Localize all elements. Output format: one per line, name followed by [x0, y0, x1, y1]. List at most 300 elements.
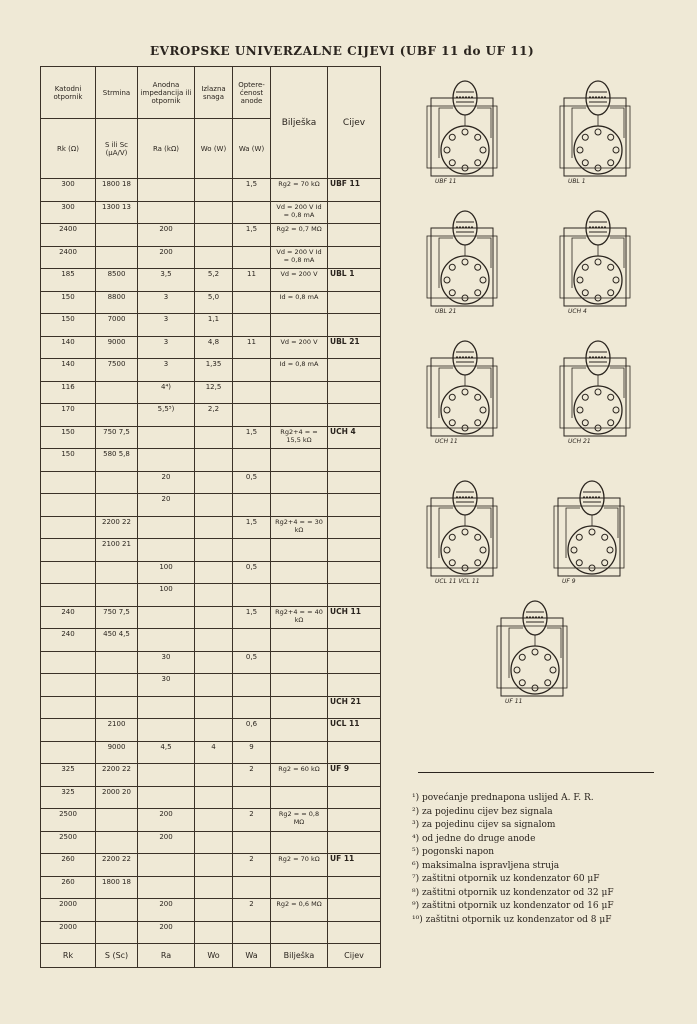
- value-cell: 185: [41, 269, 96, 292]
- value-cell: [138, 201, 195, 224]
- value-cell: 300: [41, 201, 96, 224]
- table-row: [41, 449, 381, 472]
- tube-diagram: [425, 338, 515, 438]
- footnote-item: ⁴) od jedne do druge anode: [412, 833, 536, 844]
- value-cell: [41, 674, 96, 697]
- value-cell: 750 7,5: [96, 426, 138, 449]
- value-cell: [96, 224, 138, 247]
- tube-diagram: [425, 78, 515, 178]
- value-cell: 0,5: [233, 651, 271, 674]
- table-row: [41, 539, 381, 562]
- note-cell: [271, 471, 328, 494]
- value-cell: [195, 899, 233, 922]
- value-cell: 2: [233, 899, 271, 922]
- value-cell: 12,5: [195, 381, 233, 404]
- tube-name-cell: [328, 629, 381, 652]
- value-cell: [233, 404, 271, 427]
- table-row: [41, 584, 381, 607]
- value-cell: [195, 786, 233, 809]
- value-cell: 200: [138, 809, 195, 832]
- table-row: [41, 291, 381, 314]
- note-cell: [271, 674, 328, 697]
- tube-name-cell: [328, 201, 381, 224]
- value-cell: 200: [138, 246, 195, 269]
- value-cell: 2500: [41, 831, 96, 854]
- note-cell: [271, 584, 328, 607]
- diagram-label: UF 9: [562, 578, 576, 585]
- tube-pinout-icon: [558, 78, 648, 178]
- value-cell: [195, 764, 233, 787]
- note-cell: Rg2 = 60 kΩ: [271, 764, 328, 787]
- value-cell: [41, 719, 96, 742]
- tube-diagram: [552, 478, 642, 578]
- value-cell: 2100 21: [96, 539, 138, 562]
- value-cell: 140: [41, 336, 96, 359]
- value-cell: 2200 22: [96, 764, 138, 787]
- value-cell: 200: [138, 831, 195, 854]
- value-cell: [233, 696, 271, 719]
- value-cell: [233, 629, 271, 652]
- table-row: [41, 516, 381, 539]
- value-cell: [41, 471, 96, 494]
- value-cell: [96, 831, 138, 854]
- value-cell: [96, 696, 138, 719]
- note-cell: [271, 876, 328, 899]
- value-cell: [195, 854, 233, 877]
- note-cell: [271, 831, 328, 854]
- note-cell: Rg2 = = 0,8 MΩ: [271, 809, 328, 832]
- footnote-item: ¹⁰) zaštitni otpornik uz kondenzator od 8 μF: [412, 914, 612, 925]
- value-cell: 450 4,5: [96, 629, 138, 652]
- value-cell: [138, 764, 195, 787]
- tube-table: [40, 66, 381, 968]
- table-row: [41, 561, 381, 584]
- value-cell: [195, 696, 233, 719]
- value-cell: 20: [138, 471, 195, 494]
- tube-name-cell: [328, 539, 381, 562]
- value-cell: 2400: [41, 224, 96, 247]
- note-cell: Rg2+4 = = 30 kΩ: [271, 516, 328, 539]
- tube-name-cell: UBF 11: [328, 179, 381, 202]
- tube-pinout-icon: [495, 598, 585, 698]
- table-row: [41, 224, 381, 247]
- note-cell: [271, 696, 328, 719]
- value-cell: [96, 404, 138, 427]
- note-cell: [271, 539, 328, 562]
- table-row: [41, 381, 381, 404]
- value-cell: 170: [41, 404, 96, 427]
- value-cell: [195, 224, 233, 247]
- tube-name-cell: [328, 876, 381, 899]
- value-cell: 1,5: [233, 179, 271, 202]
- value-cell: [96, 651, 138, 674]
- value-cell: 11: [233, 269, 271, 292]
- value-cell: [233, 246, 271, 269]
- footnote-item: ²) za pojedinu cijev bez signala: [412, 806, 553, 817]
- value-cell: [138, 629, 195, 652]
- footnote-item: ⁶) maksimalna ispravljena struja: [412, 860, 560, 871]
- value-cell: 750 7,5: [96, 606, 138, 629]
- value-cell: 240: [41, 629, 96, 652]
- note-cell: [271, 741, 328, 764]
- value-cell: 1,5: [233, 606, 271, 629]
- value-cell: [233, 831, 271, 854]
- value-cell: [233, 449, 271, 472]
- tube-name-cell: [328, 314, 381, 337]
- diagram-label: UCL 11 VCL 11: [435, 578, 480, 585]
- tube-name-cell: [328, 786, 381, 809]
- subheader-cell: Ra (kΩ): [138, 119, 195, 179]
- value-cell: 4⁴): [138, 381, 195, 404]
- value-cell: 0,5: [233, 561, 271, 584]
- tube-name-cell: [328, 224, 381, 247]
- value-cell: 1300 13: [96, 201, 138, 224]
- table-row: [41, 764, 381, 787]
- footnote-item: ⁸) zaštitni otpornik uz kondenzator od 32 μF: [412, 887, 614, 898]
- tube-name-cell: [328, 494, 381, 517]
- value-cell: [96, 674, 138, 697]
- value-cell: 150: [41, 449, 96, 472]
- value-cell: 9000: [96, 336, 138, 359]
- value-cell: 100: [138, 584, 195, 607]
- diagram-label: UBF 11: [435, 178, 457, 185]
- diagram-label: UCH 11: [435, 438, 458, 445]
- note-cell: [271, 651, 328, 674]
- value-cell: 3: [138, 291, 195, 314]
- header-cell: Strmina: [96, 67, 138, 119]
- value-cell: [195, 494, 233, 517]
- value-cell: 140: [41, 359, 96, 382]
- header-cell: Optere-ćenost anode: [233, 67, 271, 119]
- table-row: [41, 179, 381, 202]
- value-cell: [96, 471, 138, 494]
- value-cell: [233, 876, 271, 899]
- diagram-label: UBL 1: [568, 178, 586, 185]
- value-cell: 260: [41, 854, 96, 877]
- tube-diagram: [495, 598, 585, 698]
- value-cell: 2: [233, 854, 271, 877]
- value-cell: 200: [138, 224, 195, 247]
- tube-name-cell: UCL 11: [328, 719, 381, 742]
- table-row: [41, 359, 381, 382]
- note-cell: [271, 629, 328, 652]
- note-cell: [271, 561, 328, 584]
- tube-name-cell: [328, 561, 381, 584]
- value-cell: [195, 651, 233, 674]
- value-cell: [233, 584, 271, 607]
- table-row: [41, 471, 381, 494]
- value-cell: [96, 246, 138, 269]
- value-cell: 100: [138, 561, 195, 584]
- value-cell: [233, 921, 271, 944]
- note-cell: Rg2 = 70 kΩ: [271, 179, 328, 202]
- value-cell: [195, 876, 233, 899]
- subheader-cell: S ili Sc (μA/V): [96, 119, 138, 179]
- value-cell: [195, 179, 233, 202]
- value-cell: 1,1: [195, 314, 233, 337]
- note-cell: [271, 786, 328, 809]
- value-cell: 4,8: [195, 336, 233, 359]
- footer-cell: Cijev: [328, 944, 381, 968]
- value-cell: 3: [138, 336, 195, 359]
- value-cell: 3,5: [138, 269, 195, 292]
- footnote-item: ³) za pojedinu cijev sa signalom: [412, 820, 556, 830]
- value-cell: 5,0: [195, 291, 233, 314]
- value-cell: 1,5: [233, 516, 271, 539]
- subheader-cell: Wo (W): [195, 119, 233, 179]
- subheader-cell: Wa (W): [233, 119, 271, 179]
- value-cell: 150: [41, 314, 96, 337]
- tube-pinout-icon: [558, 208, 648, 308]
- value-cell: [233, 786, 271, 809]
- value-cell: 7000: [96, 314, 138, 337]
- value-cell: [195, 719, 233, 742]
- value-cell: 2200 22: [96, 854, 138, 877]
- value-cell: [233, 539, 271, 562]
- tube-pinout-icon: [425, 78, 515, 178]
- value-cell: [195, 629, 233, 652]
- value-cell: 0,5: [233, 471, 271, 494]
- note-cell: [271, 921, 328, 944]
- table-row: [41, 651, 381, 674]
- note-cell: Rg2 = 0,6 MΩ: [271, 899, 328, 922]
- value-cell: 20: [138, 494, 195, 517]
- diagram-label: UCH 4: [568, 308, 587, 315]
- value-cell: [96, 809, 138, 832]
- note-cell: Rg2 = 0,7 MΩ: [271, 224, 328, 247]
- tube-name-cell: [328, 809, 381, 832]
- header-cell: Katodni otpornik: [41, 67, 96, 119]
- value-cell: 300: [41, 179, 96, 202]
- value-cell: 2100: [96, 719, 138, 742]
- value-cell: [96, 381, 138, 404]
- note-cell: Rg2 = 70 kΩ: [271, 854, 328, 877]
- value-cell: [96, 921, 138, 944]
- table-row: [41, 426, 381, 449]
- table-row: [41, 404, 381, 427]
- tube-name-cell: UCH 11: [328, 606, 381, 629]
- value-cell: 4,5: [138, 741, 195, 764]
- value-cell: 4: [195, 741, 233, 764]
- tube-name-cell: [328, 674, 381, 697]
- value-cell: 9000: [96, 741, 138, 764]
- value-cell: [96, 584, 138, 607]
- note-cell: Id = 0,8 mA: [271, 291, 328, 314]
- value-cell: [138, 719, 195, 742]
- tube-name-cell: [328, 471, 381, 494]
- value-cell: [41, 561, 96, 584]
- tube-name-cell: UBL 1: [328, 269, 381, 292]
- tube-name-cell: [328, 584, 381, 607]
- value-cell: 150: [41, 291, 96, 314]
- table-row: [41, 269, 381, 292]
- footnote-item: ⁹) zaštitni otpornik uz kondenzator od 16 μF: [412, 901, 614, 911]
- tube-diagram: [558, 208, 648, 308]
- tube-name-cell: [328, 516, 381, 539]
- note-cell: [271, 719, 328, 742]
- value-cell: [138, 426, 195, 449]
- value-cell: [195, 831, 233, 854]
- tube-diagram: [425, 478, 515, 578]
- table-row: [41, 831, 381, 854]
- header-cell: Izlazna snaga: [195, 67, 233, 119]
- value-cell: [41, 584, 96, 607]
- note-cell: Vd = 200 V Id = 0,8 mA: [271, 201, 328, 224]
- value-cell: 7500: [96, 359, 138, 382]
- subheader-cell: Rk (Ω): [41, 119, 96, 179]
- value-cell: 1,5: [233, 426, 271, 449]
- tube-name-cell: UF 9: [328, 764, 381, 787]
- note-cell: Vd = 200 V: [271, 269, 328, 292]
- header-cell: Bilješka: [271, 67, 328, 179]
- note-cell: [271, 449, 328, 472]
- value-cell: [96, 494, 138, 517]
- table-row: [41, 314, 381, 337]
- note-cell: Rg2+4 = = 40 kΩ: [271, 606, 328, 629]
- tube-name-cell: UF 11: [328, 854, 381, 877]
- value-cell: [138, 449, 195, 472]
- value-cell: 9: [233, 741, 271, 764]
- value-cell: 2,2: [195, 404, 233, 427]
- value-cell: 325: [41, 764, 96, 787]
- value-cell: [233, 314, 271, 337]
- tube-name-cell: UCH 4: [328, 426, 381, 449]
- value-cell: 150: [41, 426, 96, 449]
- value-cell: [138, 516, 195, 539]
- tube-name-cell: [328, 381, 381, 404]
- value-cell: 30: [138, 651, 195, 674]
- footer-cell: Ra: [138, 944, 195, 968]
- value-cell: [41, 516, 96, 539]
- table-row: [41, 854, 381, 877]
- tube-name-cell: UBL 21: [328, 336, 381, 359]
- table-row: [41, 719, 381, 742]
- note-cell: Id = 0,8 mA: [271, 359, 328, 382]
- note-cell: [271, 404, 328, 427]
- value-cell: [195, 561, 233, 584]
- tube-diagram: [425, 208, 515, 308]
- note-cell: Rg2+4 = = 15,5 kΩ: [271, 426, 328, 449]
- value-cell: [233, 674, 271, 697]
- value-cell: [96, 899, 138, 922]
- value-cell: [233, 494, 271, 517]
- value-cell: 1800 18: [96, 179, 138, 202]
- tube-name-cell: [328, 246, 381, 269]
- value-cell: 3: [138, 314, 195, 337]
- footer-cell: Rk: [41, 944, 96, 968]
- value-cell: 580 5,8: [96, 449, 138, 472]
- tube-name-cell: [328, 741, 381, 764]
- value-cell: 8500: [96, 269, 138, 292]
- value-cell: 2500: [41, 809, 96, 832]
- value-cell: [195, 921, 233, 944]
- value-cell: 5,2: [195, 269, 233, 292]
- value-cell: 2000: [41, 899, 96, 922]
- footnote-item: ⁵) pogonski napon: [412, 847, 495, 857]
- diagram-label: UBL 21: [435, 308, 457, 315]
- footer-cell: S (Sc): [96, 944, 138, 968]
- note-cell: [271, 314, 328, 337]
- table-row: [41, 696, 381, 719]
- value-cell: [195, 201, 233, 224]
- value-cell: 2000 20: [96, 786, 138, 809]
- note-cell: [271, 494, 328, 517]
- value-cell: [138, 876, 195, 899]
- table-row: [41, 336, 381, 359]
- value-cell: [195, 426, 233, 449]
- diagram-label: UF 11: [505, 698, 523, 705]
- value-cell: 325: [41, 786, 96, 809]
- value-cell: 200: [138, 899, 195, 922]
- tube-pinout-icon: [558, 338, 648, 438]
- note-cell: Vd = 200 V Id = 0,8 mA: [271, 246, 328, 269]
- value-cell: [195, 471, 233, 494]
- value-cell: [138, 179, 195, 202]
- value-cell: [195, 516, 233, 539]
- footer-cell: Wa: [233, 944, 271, 968]
- value-cell: 1,5: [233, 224, 271, 247]
- value-cell: [195, 809, 233, 832]
- table-row: [41, 899, 381, 922]
- diagram-label: UCH 21: [568, 438, 591, 445]
- footnote-divider: [418, 772, 654, 773]
- value-cell: 1800 18: [96, 876, 138, 899]
- value-cell: [233, 291, 271, 314]
- value-cell: [138, 786, 195, 809]
- header-cell: Anodna impedancija ili otpornik: [138, 67, 195, 119]
- value-cell: [41, 741, 96, 764]
- tube-diagram: [558, 338, 648, 438]
- table-row: [41, 629, 381, 652]
- value-cell: [41, 539, 96, 562]
- value-cell: 5,5⁵): [138, 404, 195, 427]
- value-cell: 1,35: [195, 359, 233, 382]
- tube-diagram: [558, 78, 648, 178]
- tube-name-cell: [328, 404, 381, 427]
- value-cell: 2: [233, 764, 271, 787]
- table-row: [41, 876, 381, 899]
- footnote-item: ⁷) zaštitni otpornik uz kondenzator 60 μF: [412, 874, 600, 884]
- value-cell: [138, 606, 195, 629]
- value-cell: [195, 674, 233, 697]
- tube-pinout-icon: [552, 478, 642, 578]
- value-cell: [138, 539, 195, 562]
- value-cell: [41, 696, 96, 719]
- value-cell: 30: [138, 674, 195, 697]
- value-cell: [138, 854, 195, 877]
- value-cell: [195, 449, 233, 472]
- header-cell: Cijev: [328, 67, 381, 179]
- note-cell: Vd = 200 V: [271, 336, 328, 359]
- value-cell: [138, 696, 195, 719]
- value-cell: 0,6: [233, 719, 271, 742]
- tube-name-cell: [328, 291, 381, 314]
- value-cell: 260: [41, 876, 96, 899]
- tube-name-cell: [328, 449, 381, 472]
- footer-cell: Bilješka: [271, 944, 328, 968]
- tube-name-cell: [328, 899, 381, 922]
- table-row: [41, 809, 381, 832]
- value-cell: [41, 651, 96, 674]
- table-row: [41, 674, 381, 697]
- tube-name-cell: [328, 359, 381, 382]
- table-row: [41, 786, 381, 809]
- value-cell: 8800: [96, 291, 138, 314]
- table-row: [41, 741, 381, 764]
- note-cell: [271, 381, 328, 404]
- tube-name-cell: [328, 831, 381, 854]
- value-cell: [233, 381, 271, 404]
